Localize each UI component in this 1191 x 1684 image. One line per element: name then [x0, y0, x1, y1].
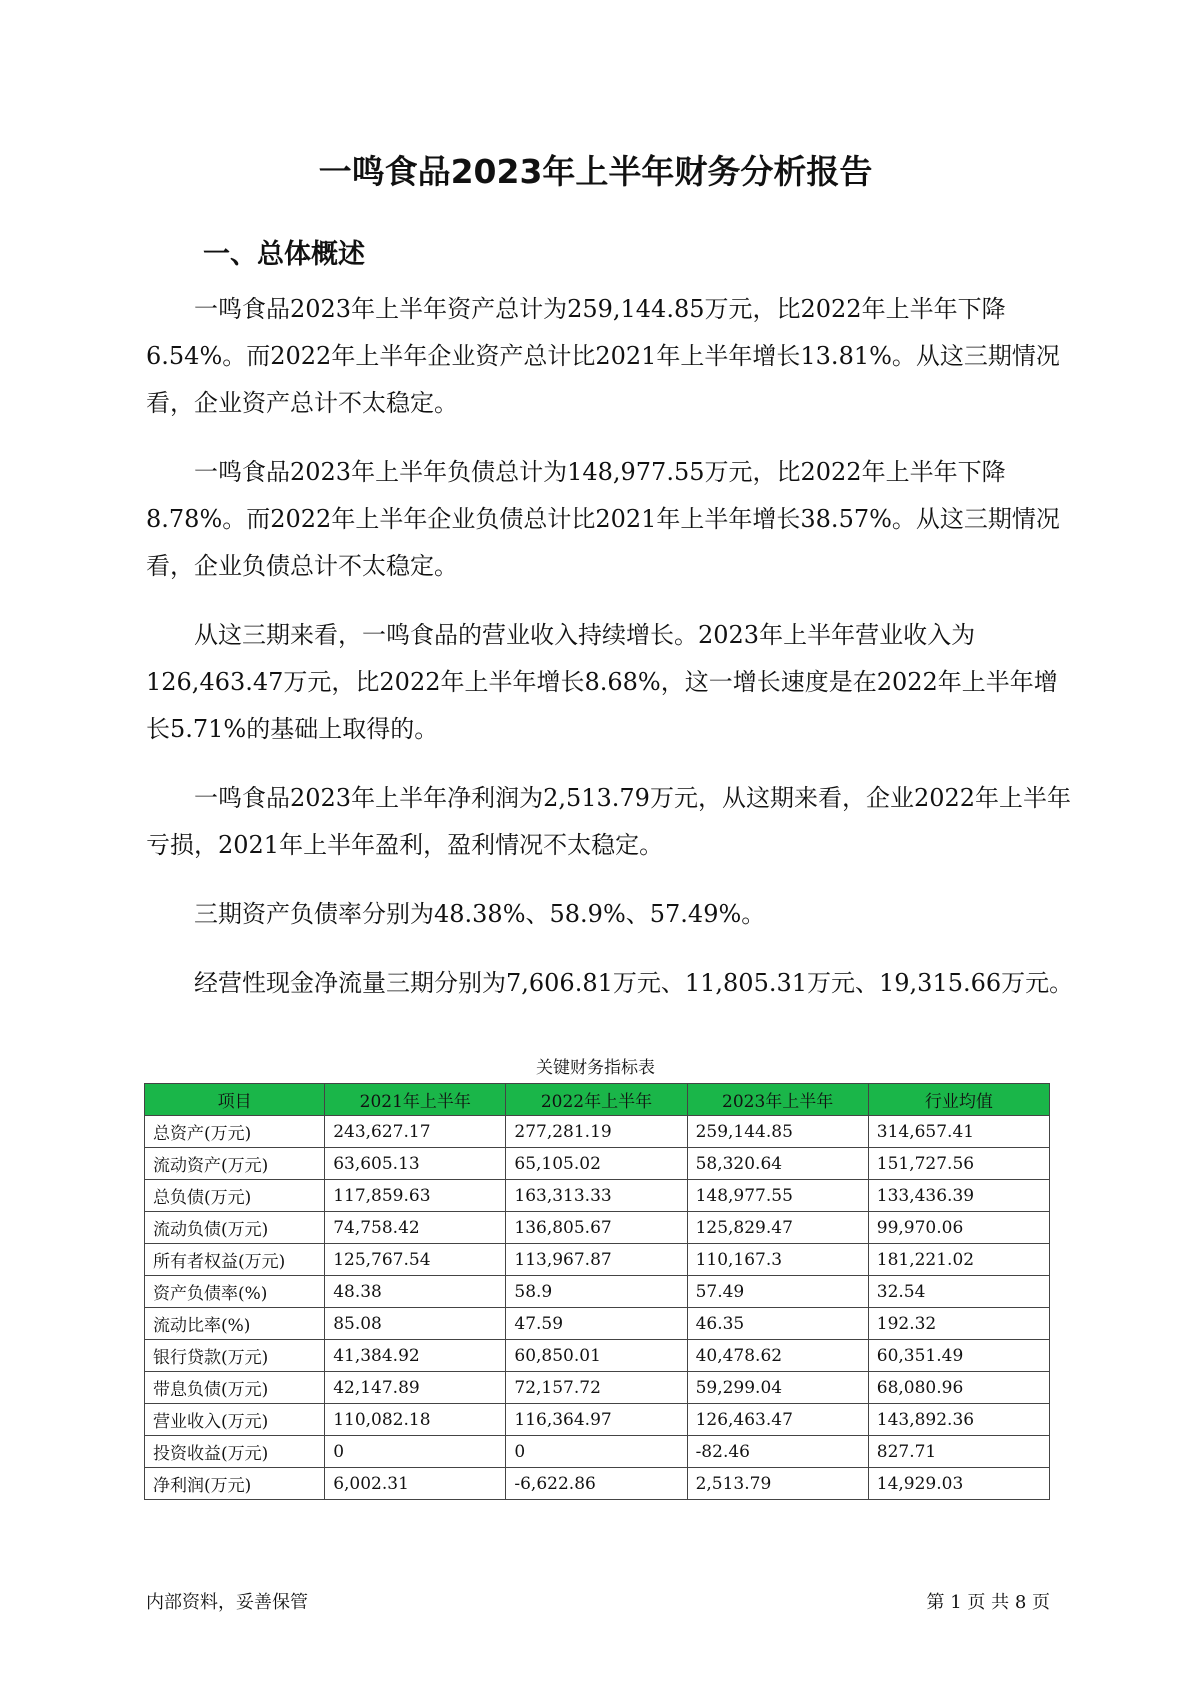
- table-row: [145, 1372, 1050, 1404]
- row-label-cell: 总资产(万元): [145, 1116, 325, 1148]
- footer-page-number: 第 1 页 共 8 页: [926, 1592, 1050, 1613]
- row-label-cell: 总负债(万元): [145, 1180, 325, 1212]
- table-body: [145, 1116, 1050, 1500]
- value-cell: 143,892.36: [868, 1404, 1049, 1436]
- value-cell: 60,850.01: [506, 1340, 687, 1372]
- value-cell: 46.35: [687, 1308, 868, 1340]
- paragraph-liabilities: 一鸣食品2023年上半年负债总计为148,977.55万元，比2022年上半年下降8.78%。而2022年上半年企业负债总计比2021年上半年增长38.57%。从这三期情况看，企业负债总计不太稳定。: [146, 458, 1060, 580]
- paragraph-debt-ratio: 三期资产负债率分别为48.38%、58.9%、57.49%。: [194, 900, 766, 928]
- table-caption: 关键财务指标表: [536, 1058, 655, 1078]
- row-label-cell: 营业收入(万元): [145, 1404, 325, 1436]
- row-label-cell: 净利润(万元): [145, 1468, 325, 1500]
- value-cell: 74,758.42: [325, 1212, 506, 1244]
- value-cell: 65,105.02: [506, 1148, 687, 1180]
- value-cell: 40,478.62: [687, 1340, 868, 1372]
- value-cell: 277,281.19: [506, 1116, 687, 1148]
- row-label-cell: 投资收益(万元): [145, 1436, 325, 1468]
- document-title: 一鸣食品2023年上半年财务分析报告: [318, 152, 873, 191]
- value-cell: 827.71: [868, 1436, 1049, 1468]
- value-cell: -6,622.86: [506, 1468, 687, 1500]
- value-cell: 116,364.97: [506, 1404, 687, 1436]
- row-label-cell: 流动负债(万元): [145, 1212, 325, 1244]
- value-cell: 58,320.64: [687, 1148, 868, 1180]
- value-cell: 314,657.41: [868, 1116, 1049, 1148]
- value-cell: 14,929.03: [868, 1468, 1049, 1500]
- value-cell: 59,299.04: [687, 1372, 868, 1404]
- table-row: [145, 1148, 1050, 1180]
- table-row: [145, 1180, 1050, 1212]
- value-cell: 110,082.18: [325, 1404, 506, 1436]
- value-cell: 163,313.33: [506, 1180, 687, 1212]
- value-cell: 259,144.85: [687, 1116, 868, 1148]
- value-cell: 0: [506, 1436, 687, 1468]
- footer-confidential-note: 内部资料，妥善保管: [146, 1592, 308, 1613]
- paragraph-net-profit: 一鸣食品2023年上半年净利润为2,513.79万元，从这期来看，企业2022年上半年亏损，2021年上半年盈利，盈利情况不太稳定。: [146, 784, 1072, 859]
- value-cell: 110,167.3: [687, 1244, 868, 1276]
- header-2021h1: 2021年上半年: [325, 1084, 506, 1116]
- value-cell: 243,627.17: [325, 1116, 506, 1148]
- value-cell: 85.08: [325, 1308, 506, 1340]
- row-label-cell: 带息负债(万元): [145, 1372, 325, 1404]
- section-heading: 一、总体概述: [203, 239, 365, 270]
- header-industry-average: 行业均值: [868, 1084, 1049, 1116]
- table-row: [145, 1340, 1050, 1372]
- value-cell: 99,970.06: [868, 1212, 1049, 1244]
- table-row: [145, 1116, 1050, 1148]
- header-2022h1: 2022年上半年: [506, 1084, 687, 1116]
- value-cell: 126,463.47: [687, 1404, 868, 1436]
- key-financial-indicators-table: [144, 1083, 1050, 1500]
- table-row: [145, 1276, 1050, 1308]
- value-cell: 47.59: [506, 1308, 687, 1340]
- paragraph-cash-flow: 经营性现金净流量三期分别为7,606.81万元、11,805.31万元、19,315.66万元。: [194, 969, 1074, 997]
- paragraph-assets: 一鸣食品2023年上半年资产总计为259,144.85万元，比2022年上半年下降6.54%。而2022年上半年企业资产总计比2021年上半年增长13.81%。从这三期情况看，企业资产总计不太稳定。: [146, 295, 1060, 417]
- value-cell: 136,805.67: [506, 1212, 687, 1244]
- header-2023h1: 2023年上半年: [687, 1084, 868, 1116]
- table-row: [145, 1212, 1050, 1244]
- value-cell: 125,767.54: [325, 1244, 506, 1276]
- value-cell: 125,829.47: [687, 1212, 868, 1244]
- paragraph-revenue: 从这三期来看，一鸣食品的营业收入持续增长。2023年上半年营业收入为126,463.47万元，比2022年上半年增长8.68%，这一增长速度是在2022年上半年增长5.71%的基础上取得的。: [146, 621, 1058, 743]
- value-cell: 32.54: [868, 1276, 1049, 1308]
- value-cell: 117,859.63: [325, 1180, 506, 1212]
- table-row: [145, 1308, 1050, 1340]
- value-cell: 181,221.02: [868, 1244, 1049, 1276]
- table-row: [145, 1404, 1050, 1436]
- row-label-cell: 银行贷款(万元): [145, 1340, 325, 1372]
- value-cell: 58.9: [506, 1276, 687, 1308]
- value-cell: 192.32: [868, 1308, 1049, 1340]
- row-label-cell: 流动比率(%): [145, 1308, 325, 1340]
- value-cell: 42,147.89: [325, 1372, 506, 1404]
- row-label-cell: 所有者权益(万元): [145, 1244, 325, 1276]
- report-body: [146, 286, 1076, 1029]
- table-row: [145, 1244, 1050, 1276]
- value-cell: 2,513.79: [687, 1468, 868, 1500]
- value-cell: 148,977.55: [687, 1180, 868, 1212]
- value-cell: 6,002.31: [325, 1468, 506, 1500]
- value-cell: 151,727.56: [868, 1148, 1049, 1180]
- table-header-row: [145, 1084, 1050, 1116]
- value-cell: 57.49: [687, 1276, 868, 1308]
- value-cell: 60,351.49: [868, 1340, 1049, 1372]
- value-cell: 113,967.87: [506, 1244, 687, 1276]
- value-cell: 63,605.13: [325, 1148, 506, 1180]
- header-item: 项目: [145, 1084, 325, 1116]
- table-row: [145, 1436, 1050, 1468]
- value-cell: -82.46: [687, 1436, 868, 1468]
- value-cell: 133,436.39: [868, 1180, 1049, 1212]
- value-cell: 41,384.92: [325, 1340, 506, 1372]
- value-cell: 48.38: [325, 1276, 506, 1308]
- row-label-cell: 资产负债率(%): [145, 1276, 325, 1308]
- value-cell: 0: [325, 1436, 506, 1468]
- value-cell: 68,080.96: [868, 1372, 1049, 1404]
- row-label-cell: 流动资产(万元): [145, 1148, 325, 1180]
- table-row: [145, 1468, 1050, 1500]
- value-cell: 72,157.72: [506, 1372, 687, 1404]
